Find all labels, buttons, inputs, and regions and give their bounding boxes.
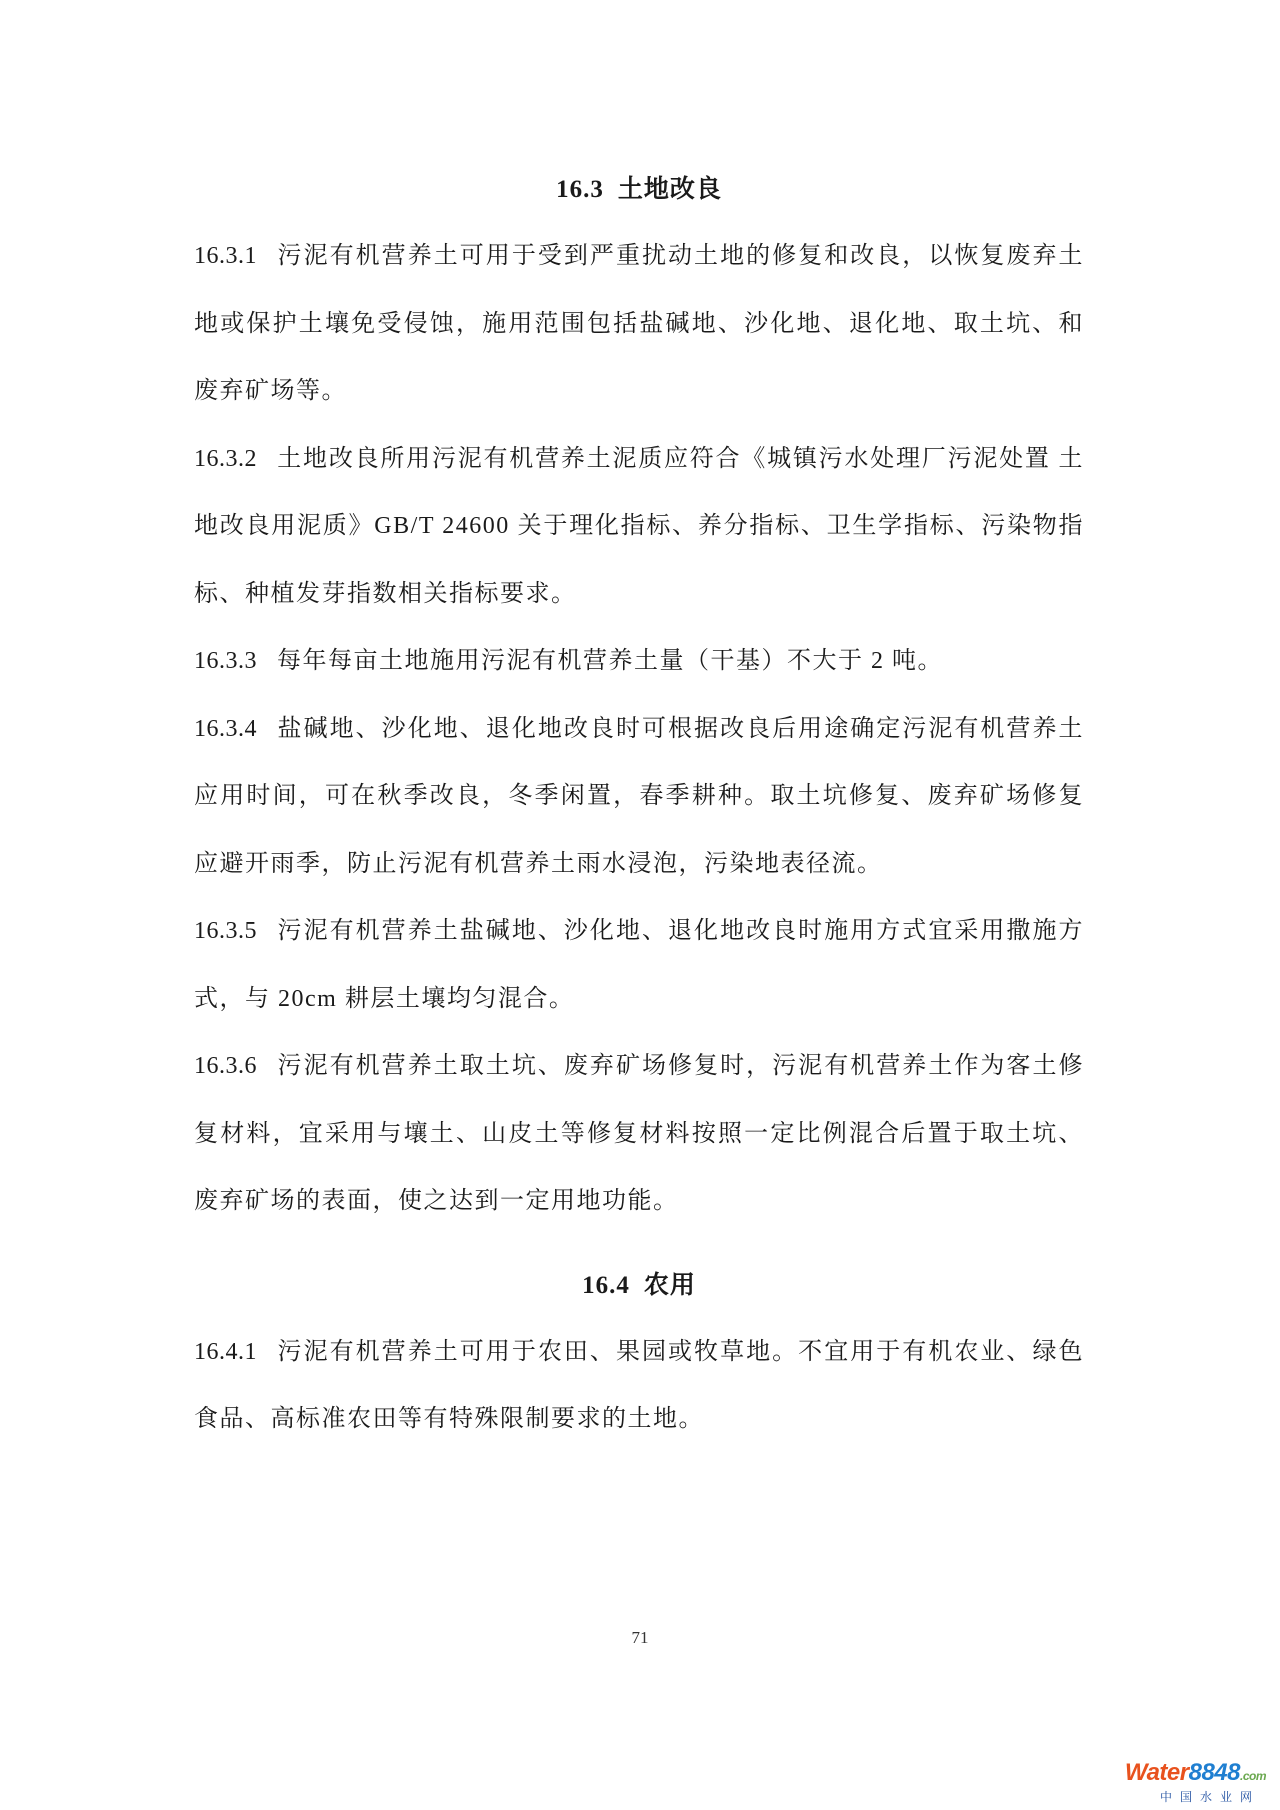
section-number: 16.4 <box>582 1271 630 1299</box>
section-heading-16-3 <box>194 160 1084 218</box>
clause-number: 16.3.1 <box>194 243 257 269</box>
section-heading-16-4 <box>194 1256 1084 1314</box>
section-number: 16.3 <box>556 176 604 203</box>
clause-text: 污泥有机营养土取土坑、废弃矿场修复时，污泥有机营养土作为客土修复材料，宜采用与壤土、山皮土等修复材料按照一定比例混合后置于取土坑、废弃矿场的表面，使之达到一定用地功能。 <box>194 1053 1084 1214</box>
clause-text: 污泥有机营养土可用于受到严重扰动土地的修复和改良，以恢复废弃土地或保护土壤免受侵蚀，施用范围包括盐碱地、沙化地、退化地、取土坑、和废弃矿场等。 <box>194 243 1084 404</box>
page-content <box>194 160 1084 1454</box>
clause-number: 16.3.2 <box>194 445 257 472</box>
clause-16-3-4 <box>194 696 1084 899</box>
watermark-brand-c: .com <box>1239 1769 1266 1783</box>
clause-16-3-1 <box>194 223 1084 426</box>
clause-16-3-2 <box>194 426 1084 629</box>
watermark-brand <box>1116 1760 1266 1789</box>
clause-text: 每年每亩土地施用污泥有机营养土量（干基）不大于 2 吨。 <box>277 648 943 674</box>
clause-16-3-6 <box>194 1033 1084 1236</box>
clause-16-3-5 <box>194 898 1084 1033</box>
clause-16-4-1 <box>194 1319 1084 1454</box>
clause-text: 污泥有机营养土可用于农田、果园或牧草地。不宜用于有机农业、绿色食品、高标准农田等有特殊限制要求的土地。 <box>194 1338 1084 1432</box>
clause-number: 16.3.5 <box>194 918 257 944</box>
clause-number: 16.3.3 <box>194 648 257 674</box>
clause-text: 污泥有机营养土盐碱地、沙化地、退化地改良时施用方式宜采用撒施方式，与 20cm 耕层土壤均匀混合。 <box>194 918 1084 1012</box>
watermark-logo <box>1116 1760 1266 1804</box>
watermark-brand-a: Water <box>1124 1759 1189 1786</box>
section-title: 土地改良 <box>617 174 722 203</box>
watermark-brand-b: 8848 <box>1188 1759 1240 1786</box>
clause-16-3-3 <box>194 628 1084 696</box>
clause-text: 土地改良所用污泥有机营养土泥质应符合《城镇污水处理厂污泥处置 土地改良用泥质》GB/T 24600 关于理化指标、养分指标、卫生学指标、污染物指标、种植发芽指数相关指标要求。 <box>194 445 1084 607</box>
clause-number: 16.3.6 <box>194 1053 257 1079</box>
page-number: 71 <box>631 1628 649 1647</box>
section-title: 农用 <box>643 1269 696 1299</box>
watermark-subtitle: 中国水业网 <box>1159 1790 1260 1804</box>
clause-text: 盐碱地、沙化地、退化地改良时可根据改良后用途确定污泥有机营养土应用时间，可在秋季改良，冬季闲置，春季耕种。取土坑修复、废弃矿场修复应避开雨季，防止污泥有机营养土雨水浸泡，污染地表径流。 <box>194 715 1084 877</box>
clause-number: 16.4.1 <box>194 1338 257 1365</box>
clause-number: 16.3.4 <box>194 715 257 742</box>
